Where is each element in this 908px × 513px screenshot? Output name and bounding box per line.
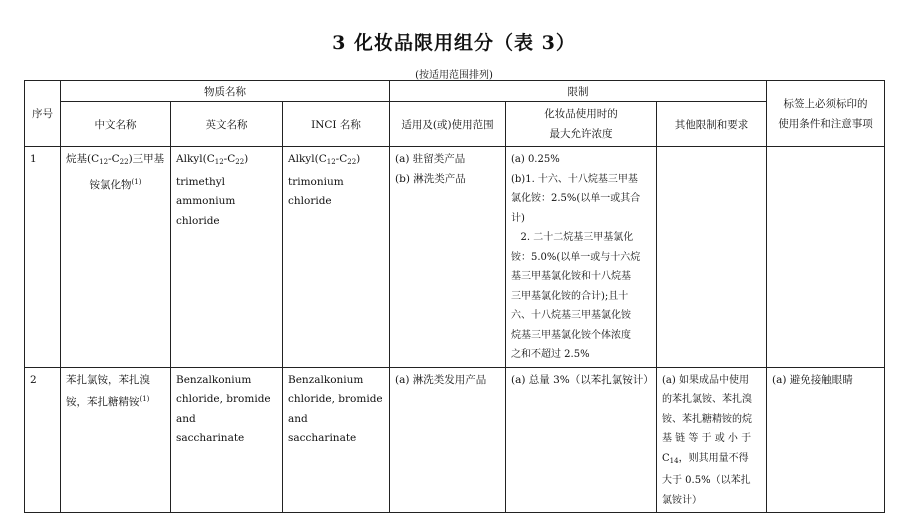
- row-seq: 2: [25, 367, 61, 513]
- max-conc-line: 基三甲基氯化铵和十八烷基: [511, 271, 631, 282]
- row-label: [767, 367, 885, 513]
- max-conc-line: 六、十八烷基三甲基氯化铵: [511, 310, 631, 321]
- scope-line: (b) 淋洗类产品: [395, 172, 466, 185]
- row-max-conc: [506, 147, 657, 368]
- row-en-name: [171, 367, 283, 513]
- header-max-conc: [506, 102, 657, 147]
- other-line: 基 链 等 于 或 小 于: [662, 433, 752, 444]
- row-cn-name: [61, 147, 171, 368]
- cn-name-line: 苯扎氯铵，苯扎溴: [66, 373, 150, 386]
- row-en-name: [171, 147, 283, 368]
- document-subtitle: (按适用范围排列): [415, 70, 493, 81]
- inci-line: trimonium chloride: [288, 175, 344, 207]
- other-line: $C_{14}$，则其用量不得: [662, 452, 749, 465]
- scope-line: (a) 淋洗类发用产品: [395, 373, 487, 386]
- row-scope: [390, 367, 506, 513]
- en-name-line: chloride: [176, 214, 220, 227]
- inci-line: chloride, bromide and: [288, 393, 383, 425]
- other-line: 铵、苯扎糖精铵的烷: [662, 413, 752, 425]
- max-conc-line: 2. 二十二烷基三甲基氯化: [511, 232, 634, 243]
- row-other: [657, 367, 767, 513]
- en-name-line: saccharinate: [176, 432, 245, 444]
- row-other: [657, 147, 767, 368]
- header-label: [767, 81, 885, 147]
- en-name-line: $Alkyl(C_{12}-C_{22})$: [176, 153, 249, 166]
- max-conc-line: (b)1. 十六、十八烷基三甲基: [511, 173, 638, 185]
- header-substance-group: 物质名称: [61, 81, 390, 102]
- header-label-line-2: 使用条件和注意事项: [778, 117, 873, 130]
- header-label-line-1: 标签上必须标印的: [783, 97, 868, 110]
- max-conc-line: 三甲基氯化铵的合计);且十: [511, 290, 629, 302]
- row-inci-name: [283, 367, 390, 513]
- restricted-substances-table: [24, 80, 885, 513]
- other-line: 的苯扎氯铵、苯扎溴: [662, 394, 752, 405]
- header-seq: 序号: [25, 81, 61, 147]
- max-conc-line: 氯化铵：2.5%(以单一或其合: [511, 193, 641, 204]
- max-conc-line: 之和不超过 2.5%: [511, 349, 590, 360]
- inci-line: $Alkyl(C_{12}-C_{22})$: [288, 153, 361, 166]
- header-other: 其他限制和要求: [657, 102, 767, 147]
- other-line: (a) 如果成品中使用: [662, 374, 749, 386]
- row-max-conc: [506, 367, 657, 513]
- header-en-name: 英文名称: [171, 102, 283, 147]
- scope-line: (a) 驻留类产品: [395, 153, 466, 165]
- header-max-conc-line-1: 化妆品使用时的: [544, 108, 618, 120]
- row-cn-name: [61, 367, 171, 513]
- header-cn-name: 中文名称: [61, 102, 171, 147]
- label-line: (a) 避免接触眼睛: [772, 373, 853, 386]
- header-inci-name: INCI 名称: [283, 102, 390, 147]
- table-row: [25, 147, 885, 368]
- table-row: [25, 367, 885, 513]
- max-conc-line: (a) 0.25%: [511, 154, 560, 165]
- max-conc-line: (a) 总量 3%（以苯扎氯铵计）: [511, 373, 654, 386]
- max-conc-line: 铵：5.0%(以单一或与十六烷: [511, 251, 641, 263]
- cn-name-line: 铵，苯扎糖精铵$^{(1)}$: [66, 395, 150, 408]
- inci-line: saccharinate: [288, 432, 357, 444]
- en-name-line: chloride, bromide and: [176, 393, 271, 425]
- row-seq: 1: [25, 147, 61, 368]
- cn-name-line: 烷基$(C_{12}-C_{22})$三甲基: [66, 153, 165, 166]
- header-scope: 适用及(或)使用范围: [390, 102, 506, 147]
- header-limit-group: 限制: [390, 81, 767, 102]
- inci-line: Benzalkonium: [288, 373, 364, 386]
- en-name-line: trimethyl ammonium: [176, 175, 236, 207]
- document-title: 3 化妆品限用组分（表 3）: [332, 32, 576, 54]
- max-conc-line: 计): [511, 212, 525, 224]
- row-label: [767, 147, 885, 368]
- row-scope: [390, 147, 506, 368]
- cn-name-line: 铵氯化物$^{(1)}$: [89, 177, 142, 191]
- row-inci-name: [283, 147, 390, 368]
- max-conc-line: 烷基三甲基氯化铵个体浓度: [511, 329, 631, 341]
- other-line: 氯铵计）: [662, 494, 702, 506]
- en-name-line: Benzalkonium: [176, 373, 252, 386]
- header-max-conc-line-2: 最大允许浓度: [549, 128, 613, 140]
- other-line: 大于 0.5%（以苯扎: [662, 475, 751, 486]
